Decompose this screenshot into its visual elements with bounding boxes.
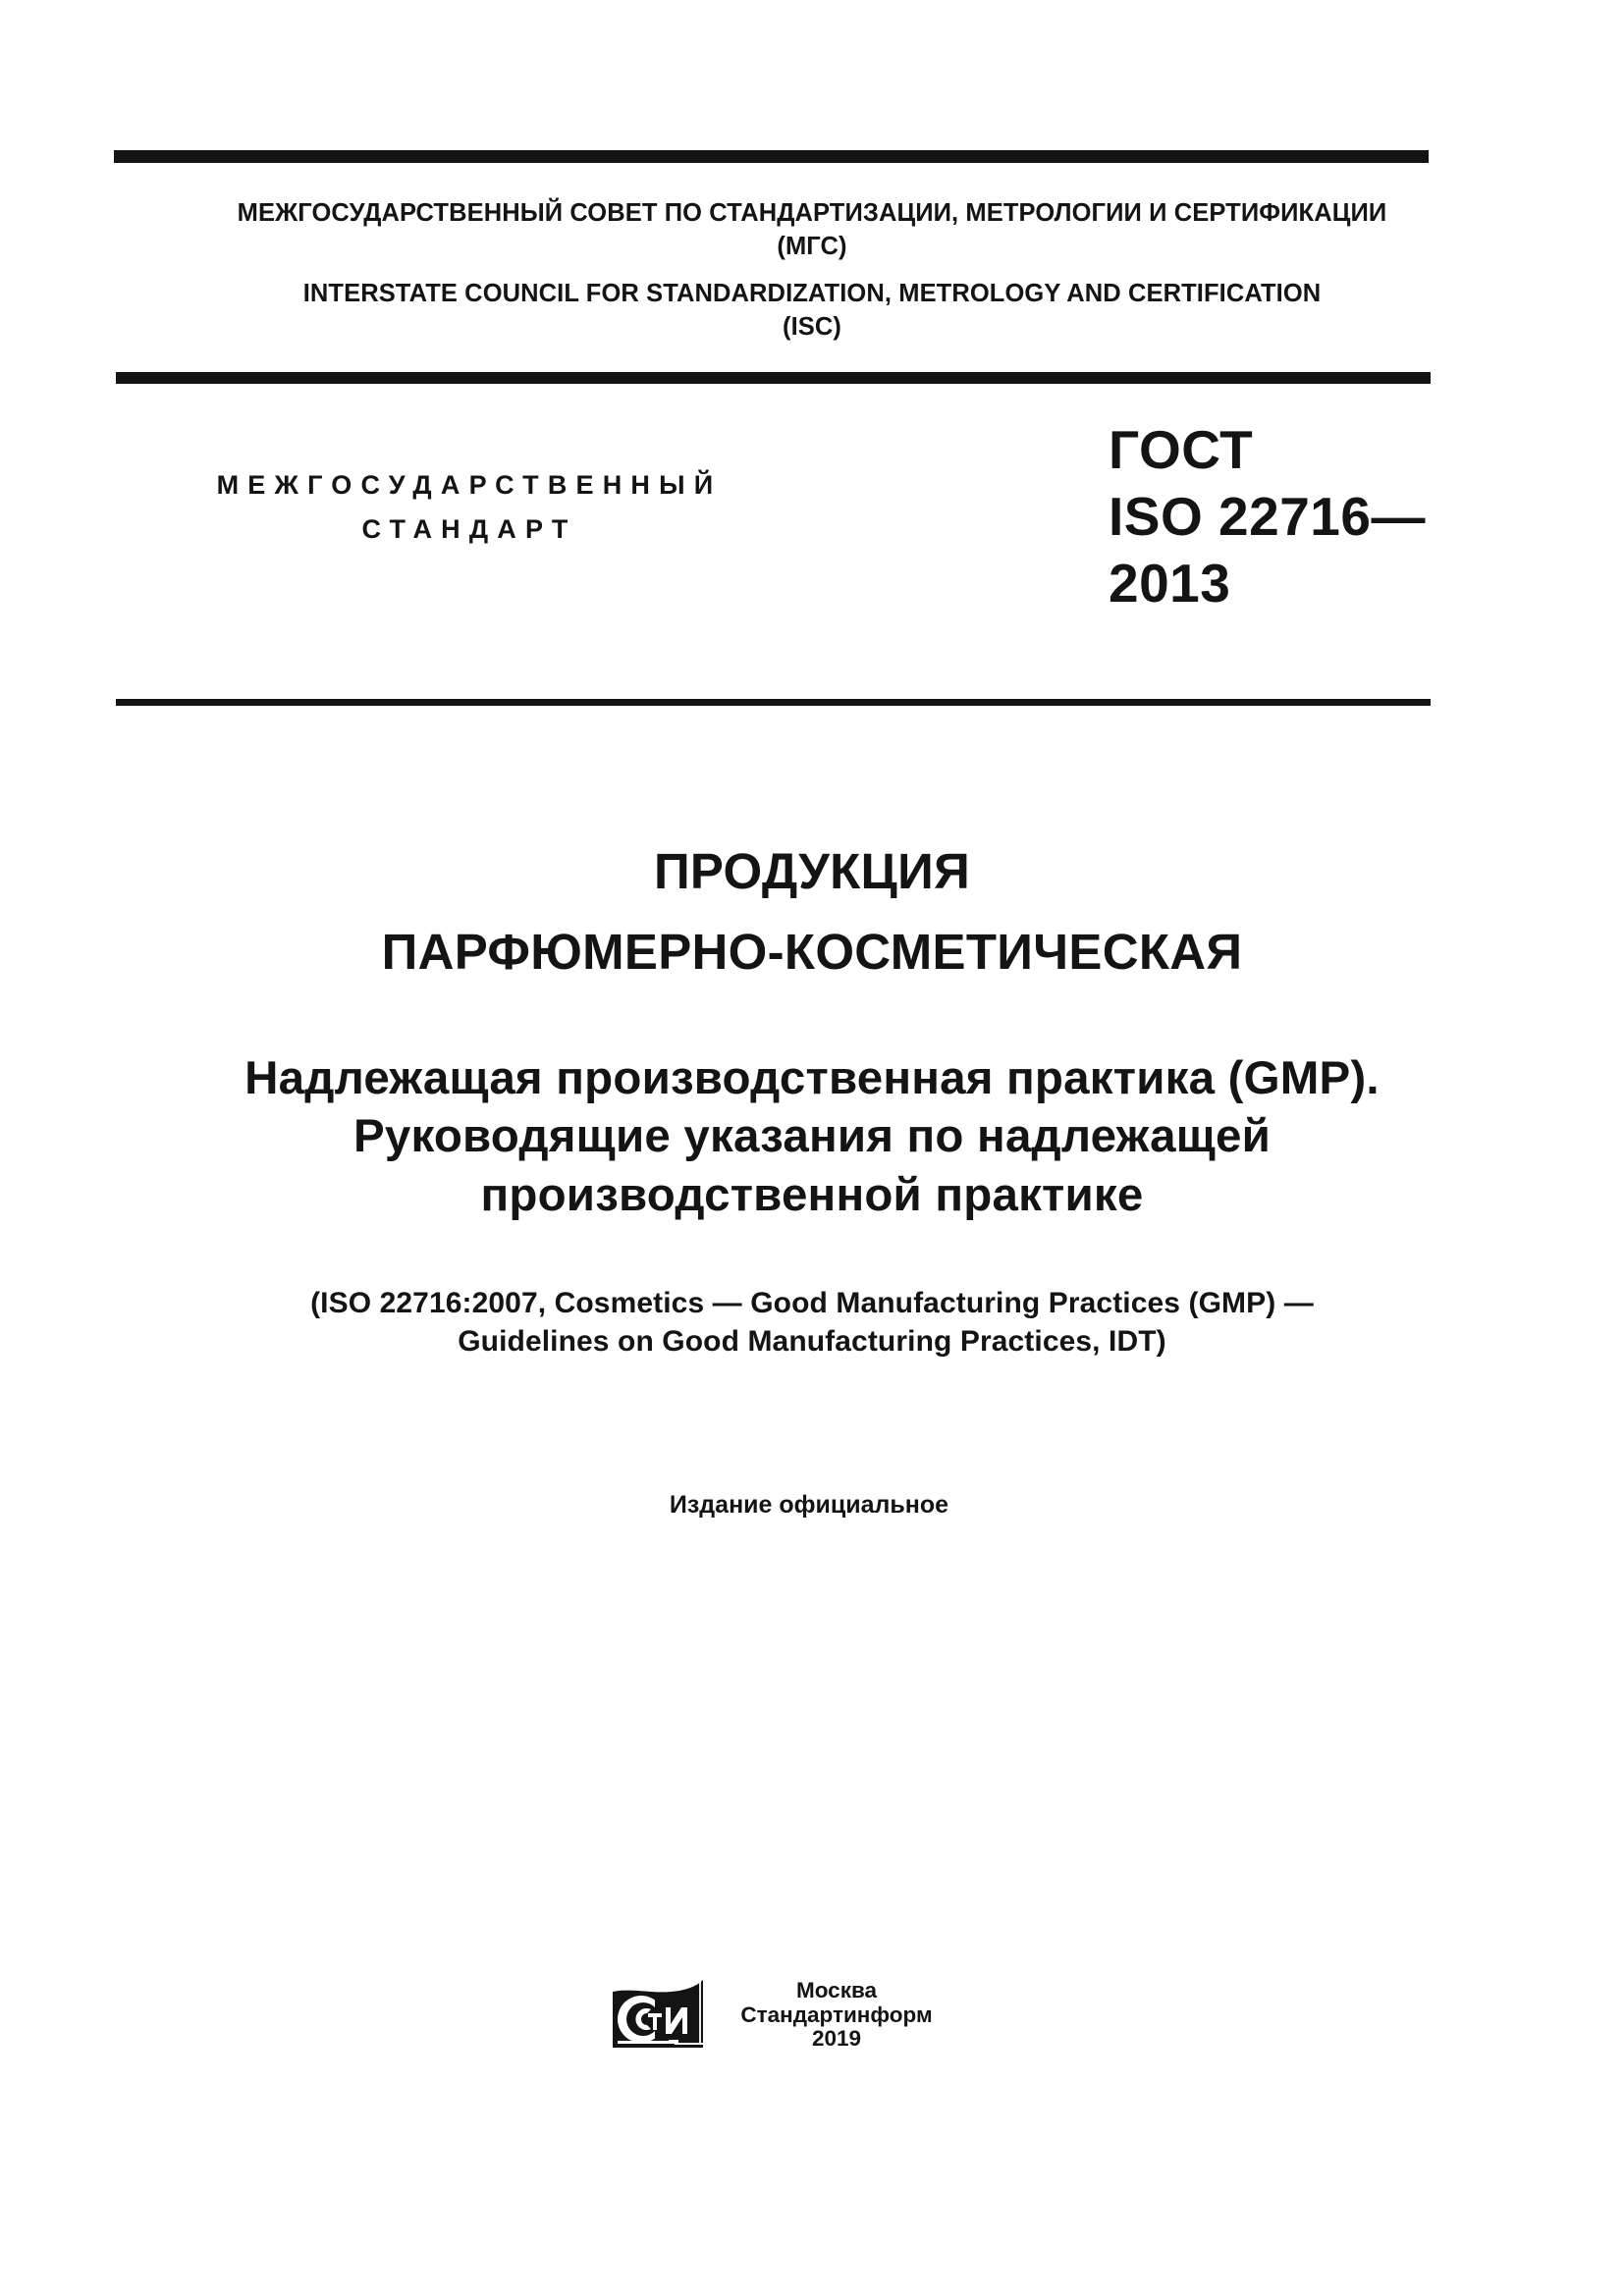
standard-category-line1: МЕЖГОСУДАРСТВЕННЫЙ	[216, 470, 723, 500]
designation-year: 2013	[1109, 553, 1231, 614]
designation-bottom-rule	[116, 699, 1431, 706]
publisher-block	[732, 1979, 941, 2052]
original-standard-line2: Guidelines on Good Manufacturing Practices, IDT)	[458, 1325, 1166, 1358]
top-rule	[114, 150, 1429, 163]
official-edition-label: Издание официальное	[669, 1491, 949, 1519]
subtitle-line1: Надлежащая производственная практика (GMP).	[244, 1052, 1380, 1104]
council-abbr-ru: (МГС)	[777, 233, 847, 260]
publisher-name: Стандартинформ	[740, 2002, 933, 2027]
standard-category-line2: СТАНДАРТ	[361, 514, 577, 544]
header-bottom-rule	[116, 372, 1431, 384]
council-name-ru: МЕЖГОСУДАРСТВЕННЫЙ СОВЕТ ПО СТАНДАРТИЗАЦИИ, МЕТРОЛОГИИ И СЕРТИФИКАЦИИ	[237, 199, 1387, 227]
standard-designation	[1109, 416, 1426, 616]
council-abbr-en: (ISC)	[783, 313, 841, 341]
designation-gost: ГОСТ	[1109, 419, 1254, 480]
original-standard-line1: (ISO 22716:2007, Cosmetics — Good Manufacturing Practices (GMP) —	[310, 1287, 1314, 1319]
publication-year: 2019	[811, 2026, 862, 2051]
title-main-line2: ПАРФЮМЕРНО-КОСМЕТИЧЕСКАЯ	[381, 924, 1243, 980]
council-name-en: INTERSTATE COUNCIL FOR STANDARDIZATION, METROLOGY AND CERTIFICATION	[302, 280, 1322, 307]
standartinform-logo-icon	[612, 1979, 706, 2053]
designation-number: ISO 22716—	[1109, 486, 1426, 547]
publisher-city: Москва	[795, 1978, 877, 2002]
title-main-line1: ПРОДУКЦИЯ	[653, 843, 971, 899]
subtitle-line3: производственной практике	[480, 1169, 1144, 1221]
subtitle-line2: Руководящие указания по надлежащей	[352, 1110, 1272, 1162]
